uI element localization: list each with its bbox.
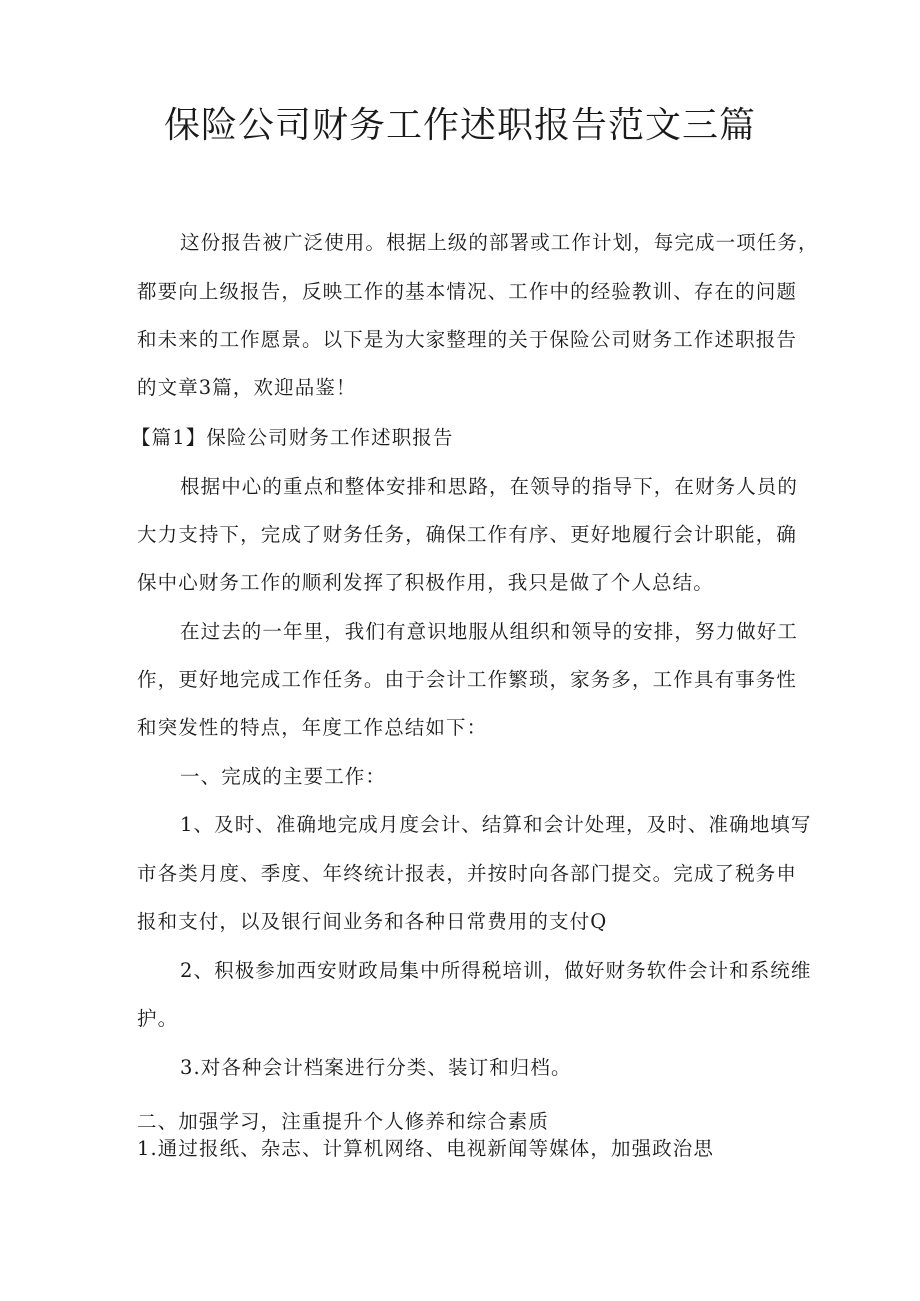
- paragraph-line: 1、及时、准确地完成月度会计、结算和会计处理，及时、准确地填写: [180, 813, 812, 836]
- paragraph-line: 这份报告被广泛使用。根据上级的部署或工作计划，每完成一项任务，: [180, 231, 819, 254]
- paragraph-line: 3.对各种会计档案进行分类、装订和归档。: [180, 1056, 572, 1079]
- paragraph-line: 1.通过报纸、杂志、计算机网络、电视新闻等媒体，加强政治思: [137, 1137, 715, 1160]
- document-title: 保险公司财务工作述职报告范文三篇: [163, 105, 756, 146]
- section-heading: 【篇1】保险公司财务工作述职报告: [131, 426, 454, 449]
- paragraph-line: 的文章3篇，欢迎品鉴！: [137, 376, 357, 399]
- paragraph-line: 2、积极参加西安财政局集中所得税培训，做好财务软件会计和系统维: [180, 959, 812, 982]
- paragraph-line: 和突发性的特点，年度工作总结如下：: [137, 716, 488, 739]
- paragraph-line: 和未来的工作愿景。以下是为大家整理的关于保险公司财务工作述职报告: [137, 328, 797, 351]
- paragraph-line: 护。: [137, 1007, 179, 1030]
- paragraph-line: 都要向上级报告，反映工作的基本情况、工作中的经验教训、存在的问题: [137, 280, 797, 303]
- paragraph-line: 报和支付，以及银行间业务和各种日常费用的支付Q: [137, 910, 608, 933]
- paragraph-line: 大力支持下，完成了财务任务，确保工作有序、更好地履行会计职能，确: [137, 523, 797, 546]
- subsection-heading: 二、加强学习，注重提升个人修养和综合素质: [137, 1110, 550, 1133]
- paragraph-line: 根据中心的重点和整体安排和思路，在领导的指导下，在财务人员的: [180, 475, 799, 498]
- paragraph-line: 保中心财务工作的顺利发挥了积极作用，我只是做了个人总结。: [137, 571, 714, 594]
- subsection-heading: 一、完成的主要工作：: [180, 765, 387, 788]
- paragraph-line: 作，更好地完成工作任务。由于会计工作繁琐，家务多，工作具有事务性: [137, 668, 797, 691]
- paragraph-line: 市各类月度、季度、年终统计报表，并按时向各部门提交。完成了税务申: [137, 862, 797, 885]
- paragraph-line: 在过去的一年里，我们有意识地服从组织和领导的安排，努力做好工: [180, 620, 799, 643]
